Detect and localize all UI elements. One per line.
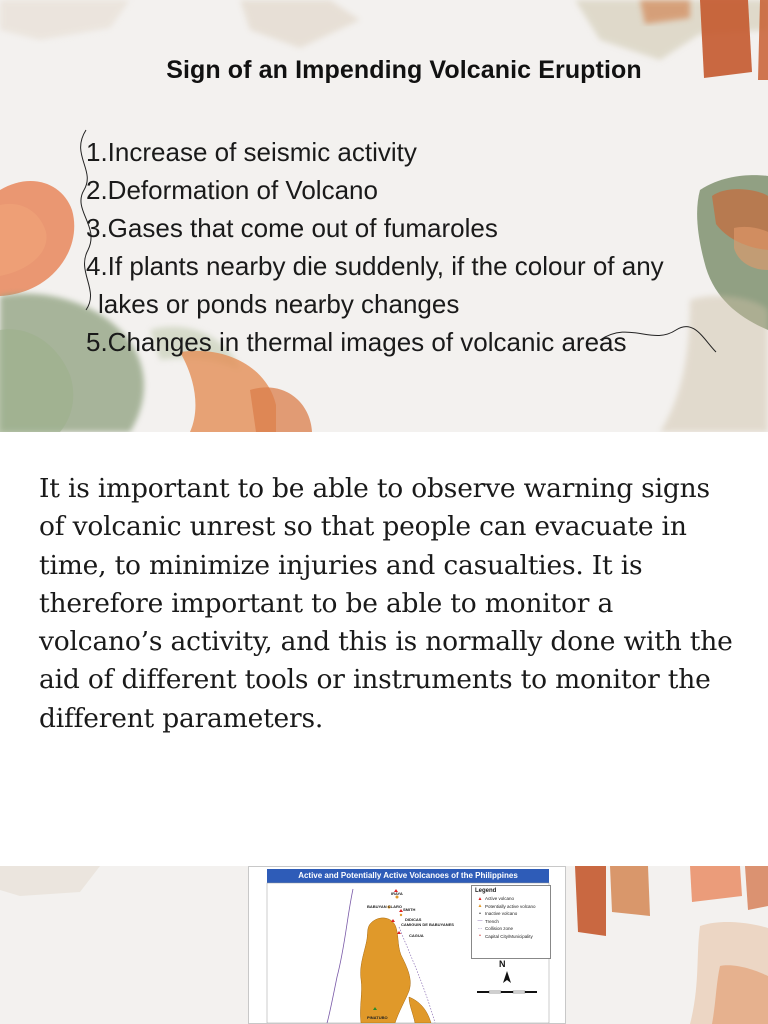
map-legend [471,885,551,959]
list-item: 5.Changes in thermal images of volcanic areas [86,327,627,357]
north-arrow-label: N [499,959,506,969]
volcano-label: DIDICAS [405,917,422,922]
list-item: 4.If plants nearby die suddenly, if the colour of any lakes or ponds nearby changes [86,251,664,319]
list-item: 1.Increase of seismic activity [86,137,417,167]
volcano-label: BABUYAN CLARO [367,904,402,909]
legend-row [475,910,547,918]
volcano-label: CAGUA [409,933,424,938]
legend-label: Capital City/Municipality [485,933,533,939]
trench-icon: — [477,918,483,925]
active-volcano-icon: ▲ [477,895,483,902]
list-item: 3.Gases that come out of fumaroles [86,213,498,243]
volcano-label: IRAYA [391,891,403,896]
legend-row [475,895,547,903]
legend-row [475,933,547,941]
volcano-label: CAMIGUIN DE BABUYANES [401,922,454,927]
volcano-label: PINATUBO [367,1015,388,1020]
legend-label: Collision zone [485,926,514,932]
legend-label: Inactive volcano [485,911,518,917]
warning-signs-list [86,133,716,361]
legend-label: Active volcano [485,896,515,902]
legend-row [475,903,547,911]
collision-zone-icon: ··· [477,925,483,932]
capital-city-icon: • [479,933,481,940]
volcano-label: SMITH [403,907,416,912]
volcano-map [248,866,566,1024]
slide-signs [0,0,768,432]
explanation-paragraph: It is important to be able to observe warning signs of volcanic unrest so that people can evacuate in time, to minimize injuries and casualties. It is therefore important to be able to monitor a volcano’s activity, and this is normally done with the aid of different tools or instruments to monitor the different parameters. [39,473,733,734]
list-item: 2.Deformation of Volcano [86,175,378,205]
legend-label: Trench [485,918,499,924]
legend-label: Potentially active volcano [485,903,536,909]
legend-row [475,918,547,926]
potential-volcano-icon: ▲ [477,903,483,910]
map-title: Active and Potentially Active Volcanoes of the Philippines [267,869,549,883]
slide-map [0,866,768,1024]
legend-row [475,925,547,933]
slide-title: Sign of an Impending Volcanic Eruption [166,56,642,84]
legend-title: Legend [475,888,497,894]
inactive-volcano-icon: • [479,910,481,917]
